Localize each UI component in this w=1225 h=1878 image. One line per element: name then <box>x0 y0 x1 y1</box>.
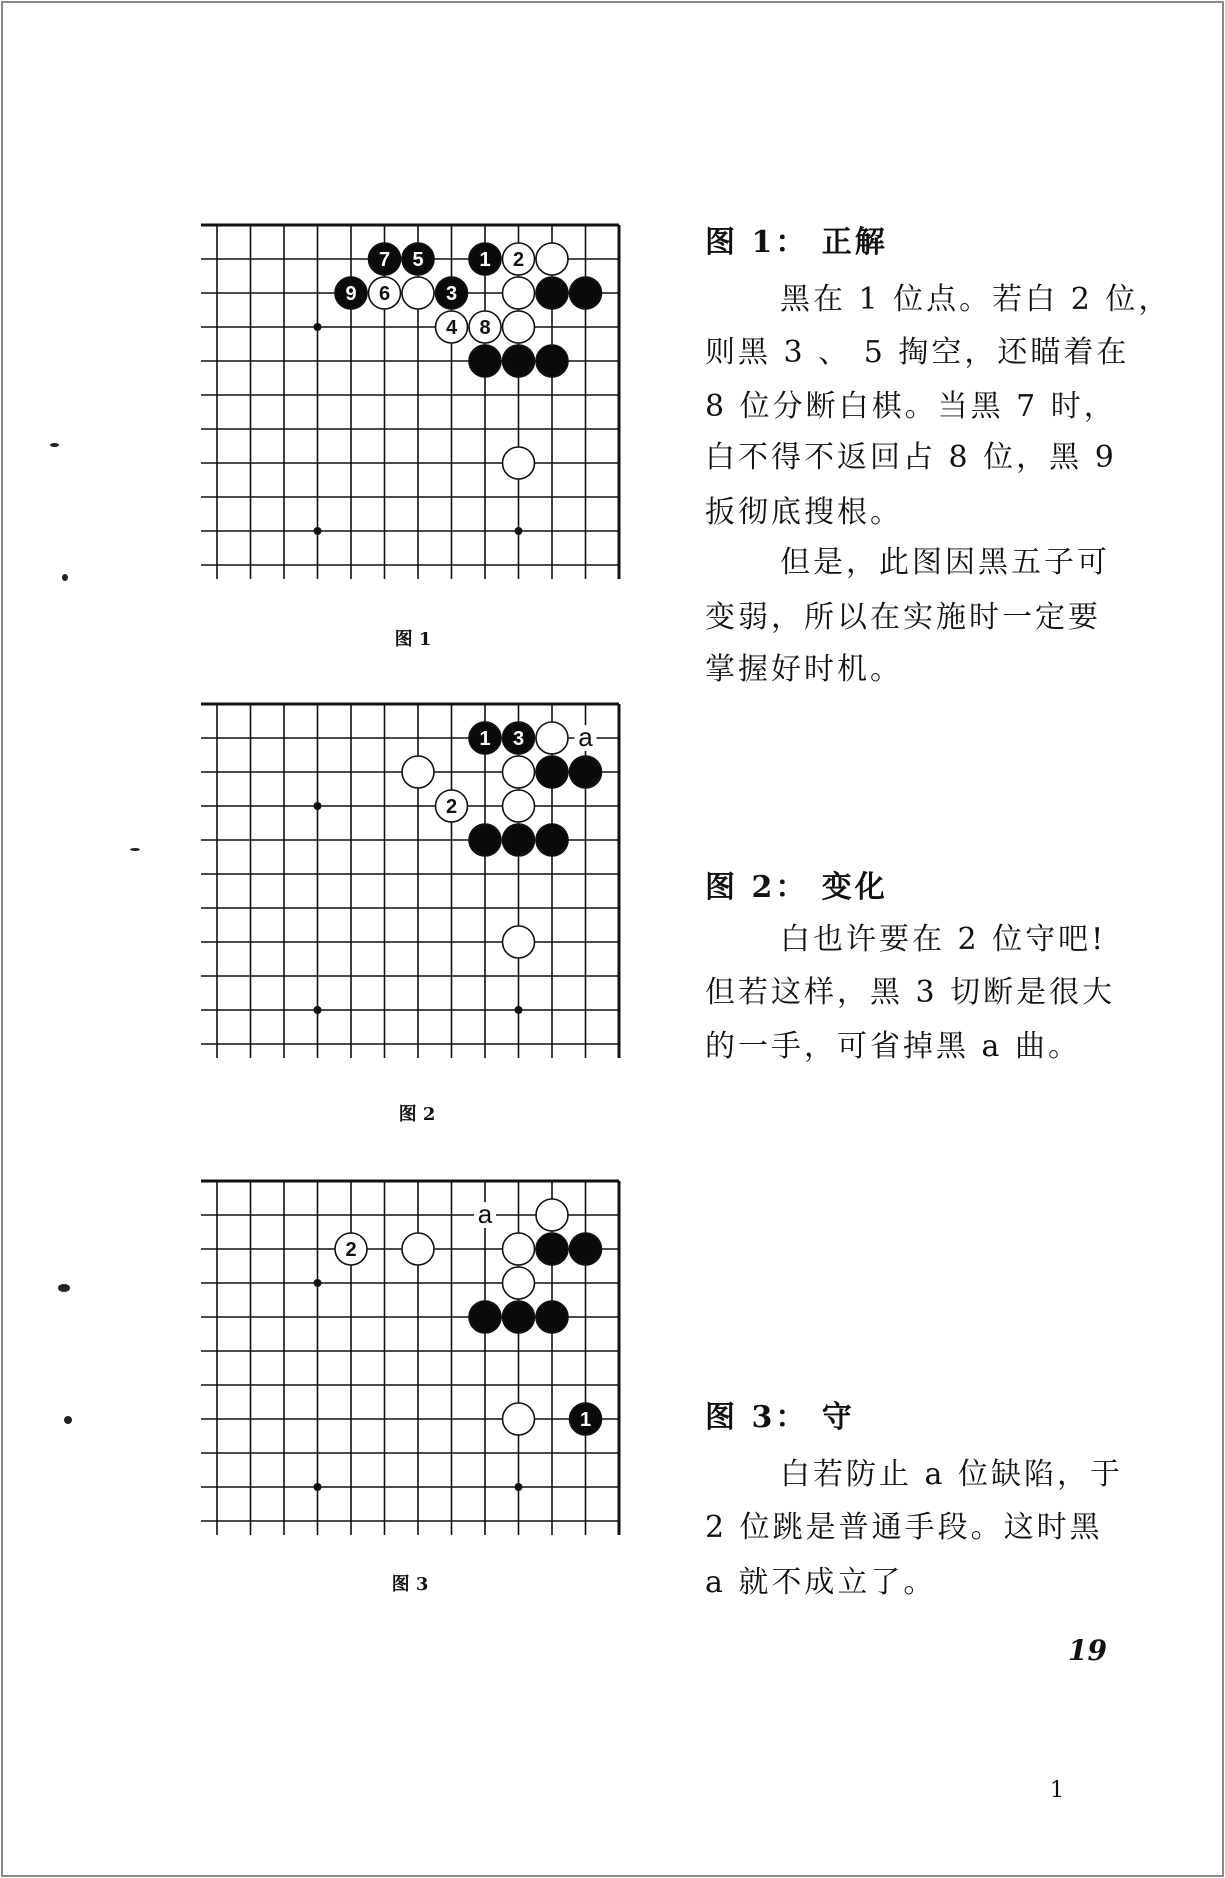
black-stone <box>369 243 401 275</box>
stone-circle <box>503 1403 535 1435</box>
star-point <box>314 323 322 331</box>
black-stone <box>503 824 535 856</box>
stone-circle <box>503 756 535 788</box>
white-stone <box>402 756 434 788</box>
figure-1-text-line: 掌握好时机。 <box>705 652 903 687</box>
figure-1-text-line: 扳彻底搜根。 <box>705 495 903 530</box>
stone-circle <box>469 824 501 856</box>
stone-move-number: 5 <box>412 249 424 271</box>
stone-circle <box>503 926 535 958</box>
stone-move-number: 6 <box>378 283 391 305</box>
black-stone <box>436 277 468 309</box>
stone-circle <box>536 722 568 754</box>
go-board-2 <box>201 704 619 1058</box>
white-stone <box>436 790 468 822</box>
black-stone <box>503 722 535 754</box>
figure-1-text-line: 白不得不返回占 8 位，黑 9 <box>705 440 1117 475</box>
black-stone <box>536 1233 568 1265</box>
white-stone <box>536 243 568 275</box>
stone-circle <box>503 790 535 822</box>
black-stone <box>536 345 568 377</box>
stone-circle <box>536 277 568 309</box>
stone-circle <box>469 1301 501 1333</box>
stone-circle <box>536 243 568 275</box>
footer-mark: 1 <box>1050 1778 1064 1803</box>
black-stone <box>469 1301 501 1333</box>
black-stone <box>536 824 568 856</box>
black-stone <box>335 277 367 309</box>
figure-1-caption: 图 1 <box>394 629 432 650</box>
stone-circle <box>570 1233 602 1265</box>
black-stone <box>536 277 568 309</box>
white-stone <box>503 1233 535 1265</box>
marker-letter: a <box>578 722 593 752</box>
scan-speck <box>130 848 140 851</box>
white-stone <box>503 243 535 275</box>
white-stone <box>503 1403 535 1435</box>
star-point <box>515 1483 523 1491</box>
black-stone <box>503 1301 535 1333</box>
stone-circle <box>503 311 535 343</box>
stone-move-number: 1 <box>479 728 491 750</box>
stone-circle <box>570 756 602 788</box>
black-stone <box>570 756 602 788</box>
white-stone <box>536 1199 568 1231</box>
point-marker <box>575 722 597 752</box>
stone-circle <box>503 824 535 856</box>
stone-circle <box>536 824 568 856</box>
stone-circle <box>469 345 501 377</box>
star-point <box>515 527 523 535</box>
stone-circle <box>536 1301 568 1333</box>
figure-3-caption: 图 3 <box>391 1574 429 1595</box>
figure-3-text-line: a 就不成立了。 <box>705 1565 937 1600</box>
stone-circle <box>402 277 434 309</box>
figure-3-heading: 图 3： 守 <box>705 1400 855 1435</box>
stone-move-number: 3 <box>512 728 525 750</box>
stone-circle <box>503 1301 535 1333</box>
stone-circle <box>503 277 535 309</box>
stone-move-number: 2 <box>512 249 525 271</box>
go-board-1 <box>201 225 619 579</box>
stone-move-number: 3 <box>445 283 458 305</box>
scan-speck <box>58 1284 70 1292</box>
stone-circle <box>503 1267 535 1299</box>
stone-move-number: 2 <box>445 796 458 818</box>
stone-move-number: 4 <box>445 317 458 339</box>
star-point <box>515 1006 523 1014</box>
white-stone <box>536 722 568 754</box>
white-stone <box>469 311 501 343</box>
figure-1-text-line: 8 位分断白棋。当黑 7 时， <box>705 389 1117 424</box>
stone-circle <box>536 1233 568 1265</box>
white-stone <box>369 277 401 309</box>
stone-move-number: 9 <box>345 283 357 305</box>
stone-move-number: 1 <box>579 1409 592 1431</box>
black-stone <box>536 756 568 788</box>
white-stone <box>503 311 535 343</box>
stone-circle <box>503 1233 535 1265</box>
scan-speck <box>50 443 59 447</box>
black-stone <box>469 722 501 754</box>
star-point <box>314 1483 322 1491</box>
scan-speck <box>64 1416 72 1424</box>
white-stone <box>503 1267 535 1299</box>
figure-2-heading: 图 2： 变化 <box>705 870 888 905</box>
stone-circle <box>570 277 602 309</box>
white-stone <box>503 447 535 479</box>
stone-move-number: 1 <box>479 249 491 271</box>
stone-move-number: 7 <box>378 249 391 271</box>
figure-2-text-line: 的一手，可省掉黑 a 曲。 <box>705 1029 1081 1064</box>
black-stone <box>570 1233 602 1265</box>
figure-1-text-line: 变弱，所以在实施时一定要 <box>705 600 1101 635</box>
star-point <box>314 1006 322 1014</box>
scan-speck <box>62 574 68 581</box>
stone-circle <box>503 447 535 479</box>
figure-2-caption: 图 2 <box>398 1104 436 1125</box>
figure-2-text-line: 白也许要在 2 位守吧! <box>780 922 1107 957</box>
figure-1-text-line: 黑在 1 位点。若白 2 位， <box>780 282 1172 317</box>
figure-3-text-line: 白若防止 a 位缺陷，于 <box>780 1457 1123 1492</box>
black-stone <box>570 1403 602 1435</box>
stone-circle <box>503 345 535 377</box>
black-stone <box>469 243 501 275</box>
figure-2-text-line: 但若这样，黑 3 切断是很大 <box>705 975 1116 1010</box>
page-number: 19 <box>1068 1634 1107 1667</box>
white-stone <box>402 277 434 309</box>
white-stone <box>503 756 535 788</box>
black-stone <box>570 277 602 309</box>
star-point <box>314 1279 322 1287</box>
stone-move-number: 8 <box>479 317 491 339</box>
point-marker <box>474 1199 496 1229</box>
marker-letter: a <box>477 1199 493 1229</box>
black-stone <box>536 1301 568 1333</box>
stone-move-number: 2 <box>345 1239 357 1261</box>
black-stone <box>469 824 501 856</box>
black-stone <box>503 345 535 377</box>
stone-circle <box>536 756 568 788</box>
figure-1-text-line: 但是，此图因黑五子可 <box>780 545 1110 580</box>
white-stone <box>436 311 468 343</box>
stone-circle <box>536 345 568 377</box>
black-stone <box>469 345 501 377</box>
white-stone <box>402 1233 434 1265</box>
stone-circle <box>402 1233 434 1265</box>
figure-3-text-line: 2 位跳是普通手段。这时黑 <box>705 1510 1103 1545</box>
white-stone <box>503 926 535 958</box>
star-point <box>314 527 322 535</box>
stone-circle <box>402 756 434 788</box>
figure-1-heading: 图 1： 正解 <box>705 225 888 260</box>
figure-1-text-line: 则黑 3 、 5 掏空，还瞄着在 <box>705 335 1130 370</box>
white-stone <box>503 790 535 822</box>
stone-circle <box>536 1199 568 1231</box>
white-stone <box>335 1233 367 1265</box>
star-point <box>314 802 322 810</box>
white-stone <box>503 277 535 309</box>
go-board-3 <box>201 1181 619 1535</box>
black-stone <box>402 243 434 275</box>
